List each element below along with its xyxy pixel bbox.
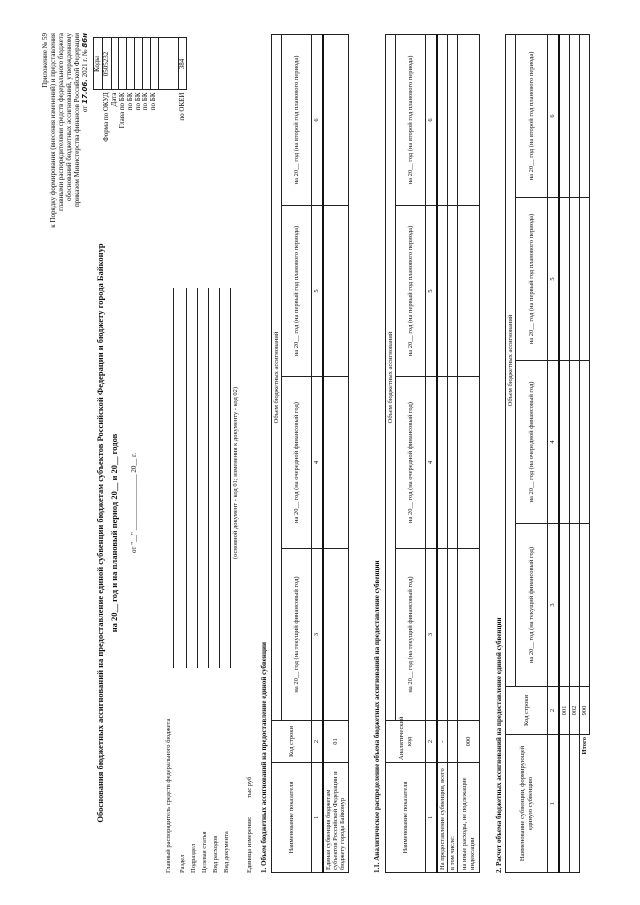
s2-col-code: Код строки [506,687,548,735]
form-title: Обоснования бюджетных ассигнований на предоставление единой субвенции бюджетам субъектов Российской Федерации и бюджету города Байконур [95,243,105,823]
codes-header: Коды [94,38,103,90]
appendix-date-line: от 17.06. 2021 г. № 86н [81,33,90,113]
section11-table: Наименование показателя Аналитический код Объем бюджетных ассигнований на 20__ год (на текущий финансовый год) на 20__ год (на очередной финансовый год) на 20__ год (на первый год планового периода) на 20__ год (на второй год планового периода) 1 2 3 4 5 6 На предоставление субвенции, всего - в том числе: на иные расходы, не подлежащие индексации 000 [385,34,480,873]
field-line-vd [230,288,231,668]
field-line-gr [173,288,174,668]
field-label-vd: Вид документа [223,831,230,873]
appendix-title: Приложение № 59 [41,33,49,88]
field-line-razdel [186,288,187,668]
form-date-line: от "__" ________________ 20__ г. [130,453,138,554]
table-row: 001 [559,34,570,872]
table-row: в том числе: [447,34,457,872]
field-line-cs [208,288,209,668]
field-label-vr: Вид расходов [212,835,219,873]
table-row: на иные расходы, не подлежащие индексации 000 [458,34,480,872]
field-label-razdel: Раздел [179,854,186,873]
table-row [323,34,349,872]
section1-title: 1. Объем бюджетных ассигнований на предоставление единой субвенции [260,641,268,873]
field-label-gr: Главный распорядитель средств федерального бюджета [165,718,172,873]
field-line-vr [219,288,220,668]
unit-value: тыс руб [246,776,253,798]
appendix-line-2: главными распорядителями средств федерального бюджета [57,33,66,211]
doc-type-note: (основной документ - код 01; изменения к документу - код 02) [232,386,239,560]
handwritten-date: 17.06. [81,79,90,104]
unit-label: Единица измерения: [246,816,253,873]
s11-col-group: Объем бюджетных ассигнований [386,34,396,720]
form-subtitle: на 20__ год и на плановый период 20__ и 20__ годов [109,433,119,633]
field-line-podrazdel [197,288,198,668]
appendix-line-4: приказом Министерства финансов Российской Федерации [73,33,82,207]
s1-row-code: 01 [323,721,349,763]
field-label-podrazdel: Подраздел [190,843,197,873]
okei-code: 384 [178,38,187,90]
total-row: Итого 900 [580,34,590,872]
s2-col-group: Объем бюджетных ассигнований [506,34,516,686]
s1-col-name: Наименование показателя [272,763,312,873]
s1-col-group: Объем бюджетных ассигнований [272,34,282,720]
section1-table: Наименование показателя Код строки Объем бюджетных ассигнований на 20__ год (на текущий финансовый год) на 20__ год (на очередной финансовый год) на 20__ год (на первый год планового периода) на 20__ год (на второй год планового периода) 1 2 3 4 5 6 Единая субвенция бюджетам субъектов Российской Федерации и бюджету города Байконур 01 [271,34,349,873]
okud-code: 0505232 [102,38,111,90]
s1-row-name: Единая субвенция бюджетам субъектов Российской Федерации и бюджету города Байконур [323,763,349,873]
field-label-cs: Целевая статья [201,831,208,873]
table-row: 002 [569,34,579,872]
section2-title: 2. Расчет объема бюджетных ассигнований на предоставление единой субвенции [495,617,503,873]
section11-title: 1.1. Аналитическое распределение объема бюджетных ассигнований на предоставление субвенции [373,560,381,873]
total-label: Итого [580,735,590,873]
s1-col-code: Код строки [272,721,312,763]
handwritten-order-number: 86н [81,33,90,48]
s2-col-name: Наименование субвенции, формирующей единую субвенцию [506,735,548,873]
rotated-form-sheet [35,28,600,873]
appendix-line-3: обоснований бюджетных ассигнований, утвержденному [65,33,74,201]
s11-col-code: Аналитический код [386,721,426,763]
table-row: На предоставление субвенции, всего - [437,34,448,872]
appendix-block [41,33,89,233]
s11-col-name: Наименование показателя [386,763,426,873]
appendix-line-1: к Порядку формирования (внесения изменений) и представления [49,33,58,228]
section2-table: Наименование субвенции, формирующей единую субвенцию Код строки Объем бюджетных ассигнований на 20__ год (на текущий финансовый год) на 20__ год (на очередной финансовый год) на 20__ год (на первый год планового периода) на 20__ год (на второй год планового периода) 1 2 3 4 5 6 001 002 Итого 900 [505,34,590,873]
codes-table: Коды Форма по ОКУД 0505232 Дата Глава по БК по БК по БК по БК по БК по ОКЕИ 384 [93,38,187,149]
s11-row-total: На предоставление субвенции, всего [437,763,448,873]
